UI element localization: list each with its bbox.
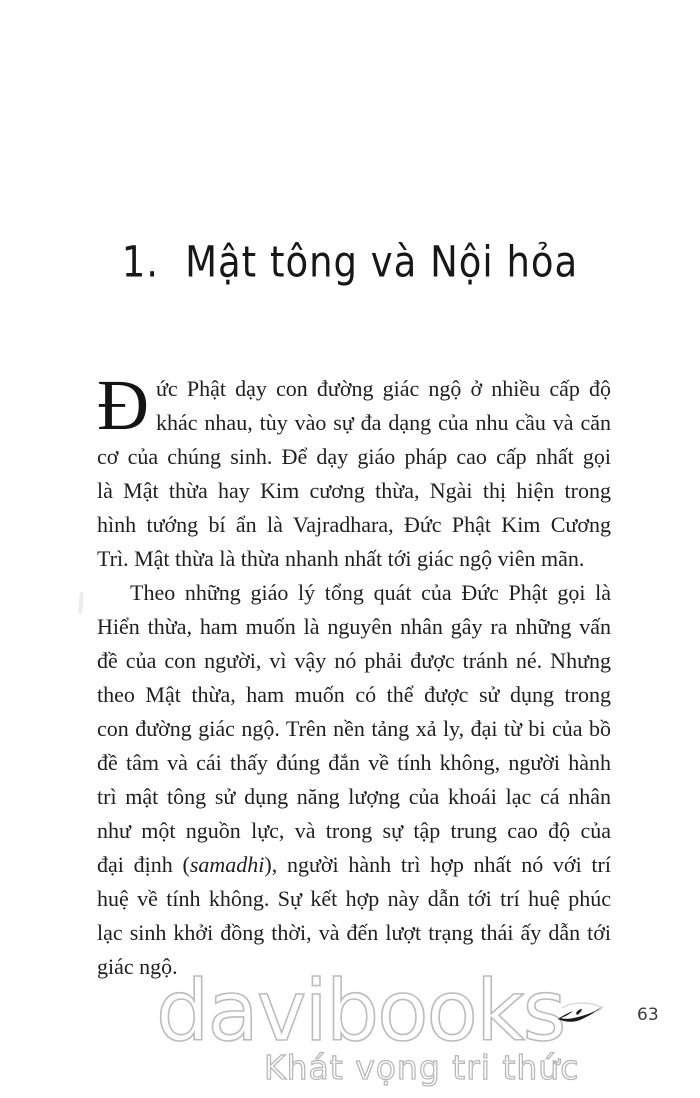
text-line: con đường giác ngộ. Trên nền tảng xả ly, đại từ bi của bồ [97, 716, 611, 741]
chapter-title [0, 237, 700, 287]
text-line: huệ về tính không. Sự kết hợp này dẫn tới trí huệ phúc [97, 886, 611, 911]
text-line: Trì. Mật thừa là thừa nhanh nhất tới giác ngộ viên mãn. [97, 546, 585, 571]
text-line: đề của con người, vì vậy nó phải được tránh né. Nhưng [97, 648, 611, 673]
text-line: giác ngộ. [97, 954, 178, 979]
page-number: 63 [637, 1005, 659, 1025]
drop-cap: Đ [97, 365, 149, 445]
body-text [97, 365, 611, 984]
text-line: theo Mật thừa, ham muốn có thể được sử dụng trong [97, 682, 611, 707]
text-line: là Mật thừa hay Kim cương thừa, Ngài thị hiện trong [97, 478, 611, 503]
text-line: Theo những giáo lý tổng quát của Đức Phật gọi là [130, 580, 611, 605]
text-line: như một nguồn lực, và trong sự tập trung cao độ của [97, 818, 611, 843]
text-line: khác nhau, tùy vào sự đa dạng của nhu cầu và căn [156, 410, 611, 435]
watermark-brand: davibooks [156, 962, 565, 1060]
text-line: đại định (samadhi), người hành trì hợp nhất nó với trí [97, 852, 611, 877]
swallow-silhouette-icon [556, 1000, 606, 1030]
text-line: trì mật tông sử dụng năng lượng của khoái lạc cá nhân [97, 784, 611, 809]
text-line: Hiển thừa, ham muốn là nguyên nhân gây ra những vấn [97, 614, 611, 639]
scan-artifact [78, 592, 84, 614]
chapter-title-text: Mật tông và Nội hỏa [185, 236, 579, 287]
watermark-tagline: Khát vọng tri thức [264, 1048, 580, 1087]
text-line: ức Phật dạy con đường giác ngộ ở nhiều cấp độ [156, 376, 611, 401]
text-line: hình tướng bí ẩn là Vajradhara, Đức Phật Kim Cương [97, 512, 611, 537]
chapter-number: 1. [121, 236, 160, 287]
text-line: lạc sinh khởi đồng thời, và đến lượt trạng thái ấy dẫn tới [97, 920, 611, 945]
text-line: đề tâm và cái thấy đúng đắn về tính không, người hành [97, 750, 611, 775]
text-line: cơ của chúng sinh. Để dạy giáo pháp cao cấp nhất gọi [97, 444, 611, 469]
